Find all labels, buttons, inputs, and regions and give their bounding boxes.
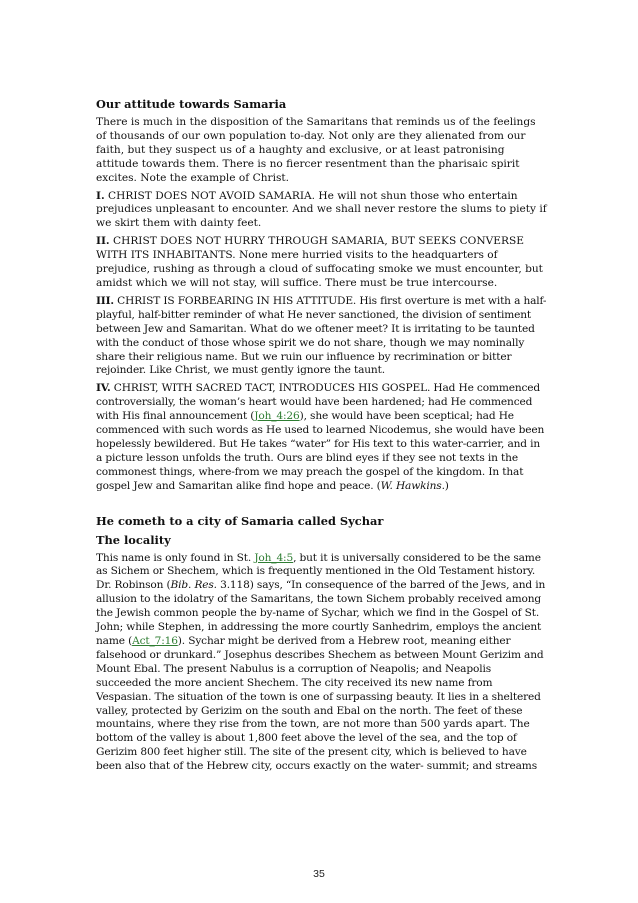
section-heading-samaria-attitude: Our attitude towards Samaria: [96, 97, 287, 111]
point-ii-paragraph: [96, 235, 548, 291]
subheading-locality: The locality: [96, 532, 171, 547]
point-text: CHRIST IS FORBEARING IN HIS ATTITUDE. His first overture is met with a half-playful, half-bitter reminder of what He never sanctioned, the division of sentiment between Jew and Samaritan. What do we oftener meet? It is irritating to be taunted with the conduct of those whose spirit we do not share, though we may nominally share their religious name. But we ruin our influence by recrimination or bitter rejoinder. Like Christ, we must gently ignore the taunt.: [96, 294, 547, 377]
intro-paragraph: There is much in the disposition of the Samaritans that reminds us of the feelings of thousands of our own population to-day. Not only are they alienated from our faith, but they suspect us of a haughty and exclusive, or at least patronising attitude towards them. There is no fiercer resentment than the pharisaic spirit excites. Note the example of Christ.: [96, 116, 536, 184]
scripture-link-joh-4-5[interactable]: Joh_4:5: [254, 551, 294, 564]
body-text: This name is only found in St.: [96, 551, 255, 564]
point-text: CHRIST, WITH SACRED TACT, INTRODUCES HIS GOSPEL. Had He commenced controversially, the woman’s heart would have been hardened; had He commenced with His final announcement (: [96, 382, 541, 423]
point-i-paragraph: [96, 190, 548, 232]
author-name: W. Hawkins: [380, 479, 442, 492]
body-text: 3.118) says, “In consequence of the barred of the Jews, and in allusion to the idolatry of the Samaritans, the town Sichem probably received among the Jewish common people the by-name of Sychar, which we find in the Gospel of St. John; while Stephen, in addressing the more courtly Sanhedrim, employs the ancient name (: [96, 579, 546, 647]
page-content: [96, 97, 548, 778]
point-text: CHRIST DOES NOT HURRY THROUGH SAMARIA, BUT SEEKS CONVERSE WITH ITS INHABITANTS. None mere hurried visits to the headquarters of prejudice, rushing as through a cloud of suffocating smoke we must encounter, but amidst which we will not stay, will suffice. There must be true intercourse.: [96, 235, 543, 289]
scripture-link-joh-4-26[interactable]: Joh_4:26: [254, 410, 300, 423]
point-iii-paragraph: [96, 295, 548, 378]
point-text: CHRIST DOES NOT AVOID SAMARIA. He will not shun those who entertain prejudices unpleasant to encounter. And we shall never restore the slums to piety if we skirt them with dainty feet.: [96, 189, 547, 230]
point-number: I.: [96, 189, 105, 202]
section-heading-sychar: He cometh to a city of Samaria called Sychar: [96, 513, 384, 528]
body-text: ). Sychar might be derived from a Hebrew root, meaning either falsehood or drunkard.” Josephus describes Shechem as between Mount Gerizim and Mount Ebal. The present Nabulus is a corruption of Neapolis; and Neapolis succeeded the more ancient Shechem. The city received its new name from Vespasian. The situation of the town is one of surpassing beauty. It lies in a sheltered valley, protected by Gerizim on the south and Ebal on the north. The feet of these mountains, where they rise from the town, are not more than 500 yards apart. The bottom of the valley is about 1,800 feet above the level of the sea, and the top of Gerizim 800 feet higher still. The site of the present city, which is believed to have been also that of the Hebrew city, occurs exactly on the water- summit; and streams: [96, 635, 544, 773]
point-iv-paragraph: [96, 382, 548, 493]
scripture-link-act-7-16[interactable]: Act_7:16: [132, 635, 178, 647]
point-text: .): [441, 479, 449, 492]
point-number: III.: [96, 294, 114, 307]
page-number: 35: [313, 868, 325, 880]
point-text: ), she would have been sceptical; had He commenced with such words as He used to learned Nicodemus, she would have been hopelessly bewildered. But He takes “water” for His text to this water-carrier, and in a picture lesson unfolds the truth. Ours are blind eyes if they see not texts in the commonest things, where-from we may preach the gospel of the kingdom. In that gospel Jew and Samaritan alike find hope and peace. (: [96, 410, 545, 492]
point-number: IV.: [96, 382, 111, 395]
body-text: , but it is universally considered to be the same as Sichem or Shechem, which is frequently mentioned in the Old Testament history. Dr. Robinson (: [96, 551, 541, 592]
citation-italic: Bib. Res.: [170, 579, 217, 592]
point-number: II.: [96, 235, 110, 248]
locality-paragraph: [96, 552, 548, 775]
